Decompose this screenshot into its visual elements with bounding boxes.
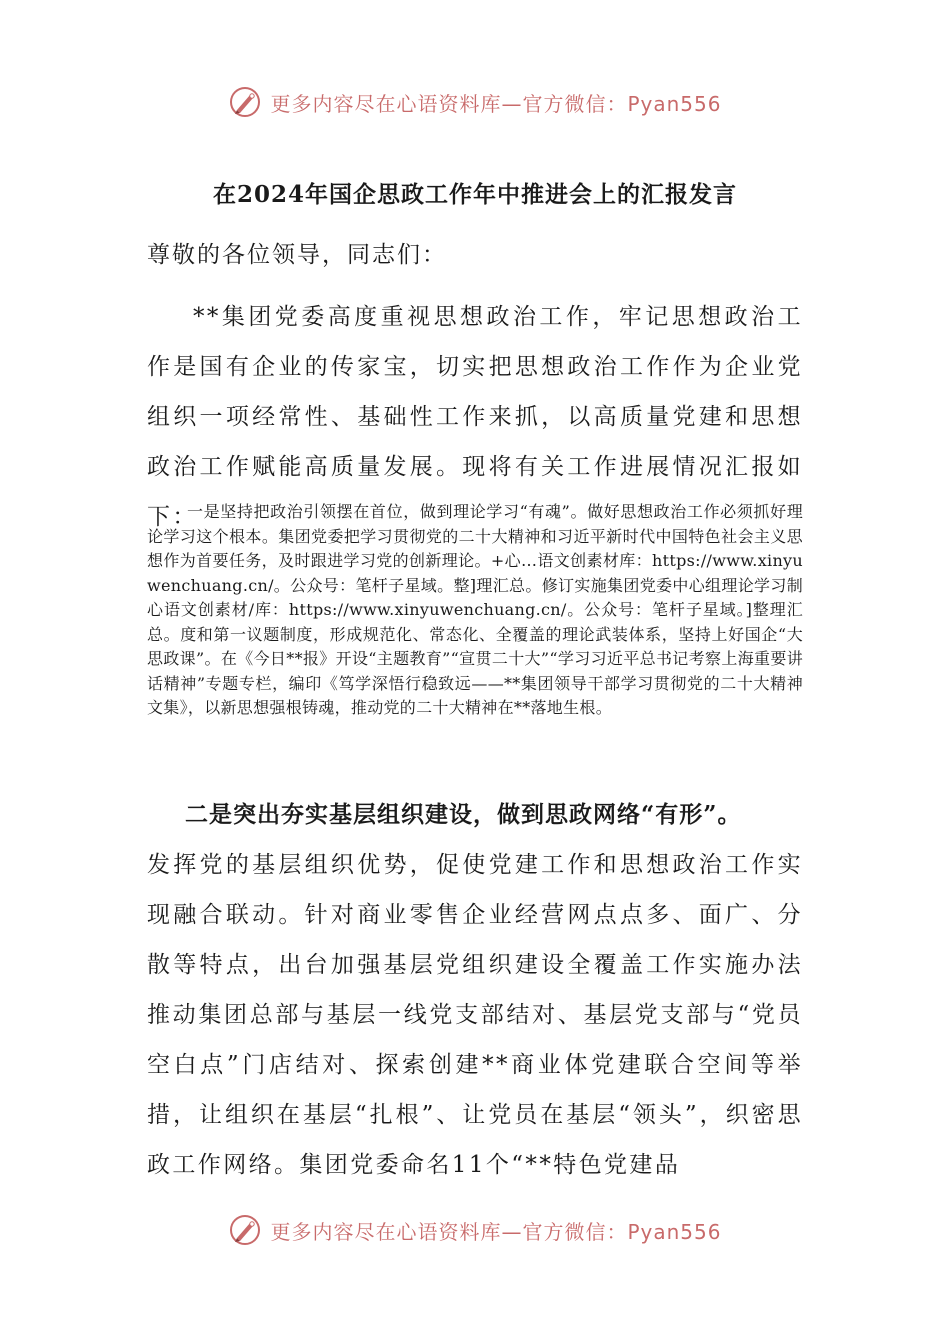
intro-paragraph: **集团党委高度重视思想政治工作，牢记思想政治工作是国有企业的传家宝，切实把思想政治工作作为企业党组织一项经常性、基础性工作来抓，以高质量党建和思想政治工作赋能高质量发展。现将有关工作进展情况汇报如下： (147, 304, 803, 530)
pen-logo-icon (228, 85, 262, 119)
point-two-body: 发挥党的基层组织优势，促使党建工作和思想政治工作实现融合联动。针对商业零售企业经营网点点多、面广、分散等特点，出台加强基层党组织建设全覆盖工作实施办法推动集团总部与基层一线党支部结对、基层党支部与“党员空白点”门店结对、探索创建**商业体党建联合空间等举措，让组织在基层“扎根”、让党员在基层“领头”，织密思政工作网络。集团党委命名11个“**特色党建品 (147, 852, 803, 1178)
point-two-paragraph (147, 790, 803, 1190)
document-title: 在2024年国企思政工作年中推进会上的汇报发言 (212, 181, 737, 208)
watermark-text: 更多内容尽在心语资料库—官方微信：Pyan556 (270, 1219, 722, 1244)
point-two-heading: 二是突出夯实基层组织建设，做到思政网络“有形”。 (185, 801, 742, 828)
watermark-text: 更多内容尽在心语资料库—官方微信：Pyan556 (270, 91, 722, 116)
pen-logo-icon (228, 1213, 262, 1247)
footer-watermark-banner (0, 1208, 950, 1252)
point-one-paragraph: 一是坚持把政治引领摆在首位，做到理论学习“有魂”。做好思想政治工作必须抓好理论学习这个根本。集团党委把学习贯彻党的二十大精神和习近平新时代中国特色社会主义思想作为首要任务，及时跟进学习党的创新理论。+心…语文创素材库：https://www.xinyuwenchuang.cn/。公众号：笔杆子星域。整]理汇总。修订实施集团党委中心组理论学习制心语文创素材/库：https://www.xinyuwenchuang.cn/。公众号：笔杆子星域。]整理汇总。度和第一议题制度，形成规范化、常态化、全覆盖的理论武装体系，坚持上好国企“大思政课”。在《今日**报》开设“主题教育”“宣贯二十大”“学习习近平总书记考察上海重要讲话精神”专题专栏，编印《笃学深悟行稳致远——**集团领导干部学习贯彻党的二十大精神文集》，以新思想强根铸魂，推动党的二十大精神在**落地生根。 (147, 502, 803, 717)
header-watermark-banner (0, 80, 950, 124)
salutation: 尊敬的各位领导，同志们： (147, 242, 447, 268)
